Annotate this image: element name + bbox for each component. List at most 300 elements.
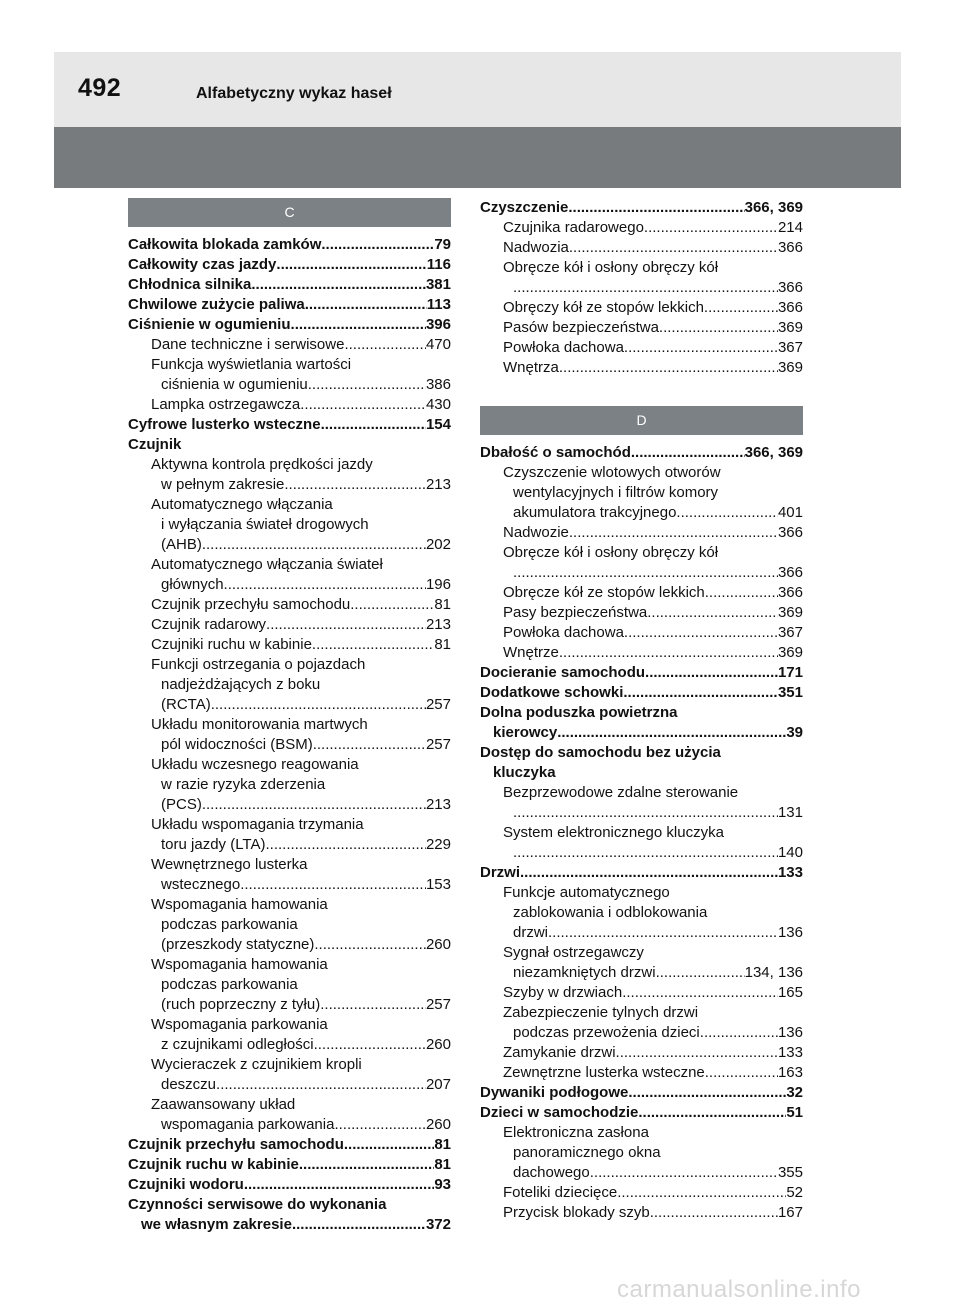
entry-label: (przeszkody statyczne)	[161, 936, 315, 953]
index-entry	[128, 1195, 451, 1235]
section-letter-d: D	[480, 406, 803, 435]
page-reference: 153	[425, 876, 451, 893]
index-entry	[480, 663, 803, 683]
page-reference: 167	[777, 1204, 803, 1221]
entry-text-line: System elektronicznego kluczyka	[503, 824, 724, 841]
entry-label: Powłoka dachowa	[503, 339, 624, 356]
entry-text-line: Układu monitorowania martwych	[151, 716, 368, 733]
index-entry	[128, 315, 451, 335]
entry-text-line: Dolna poduszka powietrzna	[480, 704, 678, 721]
index-entry	[480, 523, 803, 543]
page-reference: 207	[425, 1076, 451, 1093]
entry-page-line	[503, 583, 803, 603]
page-header	[54, 52, 901, 127]
entry-label: Dbałość o samochód	[480, 444, 631, 461]
leader-dots	[320, 995, 426, 1015]
page-reference: 213	[425, 616, 451, 633]
index-entry	[128, 1055, 451, 1095]
section-letter-c: C	[128, 198, 451, 227]
index-entry	[128, 455, 451, 495]
index-entry	[480, 983, 803, 1003]
index-entry	[480, 823, 803, 863]
entry-label: Całkowity czas jazdy	[128, 256, 277, 273]
page-reference: 366	[777, 299, 803, 316]
entry-page-line	[128, 1155, 451, 1175]
page-reference: 367	[777, 339, 803, 356]
page-reference: 260	[425, 1116, 451, 1133]
page-reference: 196	[425, 576, 451, 593]
entry-label: Cyfrowe lusterko wsteczne	[128, 416, 321, 433]
page-reference: 396	[425, 316, 451, 333]
index-entry	[128, 415, 451, 435]
entry-label: Foteliki dziecięce	[503, 1184, 618, 1201]
index-entry	[480, 783, 803, 823]
index-entry	[480, 863, 803, 883]
entry-label: Czujniki ruchu w kabinie	[151, 636, 312, 653]
entry-label: Czujnika radarowego	[503, 219, 644, 236]
entry-text-line: w razie ryzyka zderzenia	[161, 776, 326, 793]
page-reference: 136	[777, 1024, 803, 1041]
entry-page-line	[503, 298, 803, 318]
entry-text-line: podczas parkowania	[161, 976, 298, 993]
page-reference: 81	[434, 1156, 451, 1173]
entry-page-line	[480, 683, 803, 703]
page-reference: 113	[426, 296, 451, 313]
entry-page-line	[151, 595, 451, 615]
entry-text-line: Bezprzewodowe zdalne sterowanie	[503, 784, 739, 801]
leader-dots	[202, 535, 426, 555]
index-entry	[480, 298, 803, 318]
page-reference: 165	[777, 984, 803, 1001]
entry-text-line: Funkcji ostrzegania o pojazdach	[151, 656, 366, 673]
entry-page-line	[151, 695, 451, 715]
entry-label: z czujnikami odległości	[161, 1036, 314, 1053]
index-entry	[128, 755, 451, 815]
entry-page-line	[151, 375, 451, 395]
entry-label: wstecznego	[161, 876, 241, 893]
entry-page-line	[503, 1183, 803, 1203]
index-entry	[128, 615, 451, 635]
leader-dots	[700, 1023, 778, 1043]
leader-dots	[312, 635, 434, 655]
index-entry	[480, 1203, 803, 1223]
entry-label: Wnętrze	[503, 644, 559, 661]
page-reference: 213	[425, 796, 451, 813]
entry-label: ciśnienia w ogumieniu	[161, 376, 308, 393]
page-reference: 133	[777, 1044, 803, 1061]
entry-page-line	[151, 1075, 451, 1095]
page-reference: 367	[777, 624, 803, 641]
entry-text-line: Wspomagania parkowania	[151, 1016, 328, 1033]
index-entry	[128, 895, 451, 955]
leader-dots	[314, 1035, 426, 1055]
index-entry	[480, 1083, 803, 1103]
index-entry	[480, 883, 803, 943]
page-reference: 470	[425, 336, 451, 353]
page-reference: 366	[777, 564, 803, 581]
page-reference: 351	[777, 684, 803, 701]
leader-dots	[644, 218, 778, 238]
page-reference: 366, 369	[744, 199, 803, 216]
page-reference: 386	[425, 376, 451, 393]
page-reference: 260	[425, 936, 451, 953]
leader-dots	[513, 563, 778, 583]
page-number: 492	[78, 74, 122, 102]
entry-label: Obręczy kół ze stopów lekkich	[503, 299, 704, 316]
page-reference: 39	[786, 724, 803, 741]
entry-page-line	[480, 1103, 803, 1123]
entry-label: Czujnik radarowy	[151, 616, 267, 633]
leader-dots	[705, 583, 778, 603]
watermark: carmanualsonline.info	[617, 1276, 861, 1303]
index-entry	[480, 218, 803, 238]
page-reference: 369	[777, 359, 803, 376]
leader-dots	[266, 615, 426, 635]
entry-label: Lampka ostrzegawcza	[151, 396, 301, 413]
entry-page-line	[128, 315, 451, 335]
entry-page-line	[480, 723, 803, 743]
leader-dots	[656, 963, 745, 983]
leader-dots	[284, 475, 426, 495]
page-reference: 51	[786, 1104, 803, 1121]
entry-text-line: Zaawansowany układ	[151, 1096, 296, 1113]
leader-dots	[638, 1103, 786, 1123]
leader-dots	[704, 298, 778, 318]
entry-label: Dzieci w samochodzie	[480, 1104, 639, 1121]
page-reference: 355	[777, 1164, 803, 1181]
leader-dots	[251, 275, 426, 295]
entry-label: w pełnym zakresie	[161, 476, 285, 493]
entry-page-line	[503, 278, 803, 298]
entry-text-line: Obręcze kół i osłony obręczy kół	[503, 259, 719, 276]
entry-page-line	[151, 615, 451, 635]
page-reference: 366	[777, 279, 803, 296]
header-band	[54, 127, 901, 188]
page-reference: 171	[777, 664, 803, 681]
entry-page-line	[503, 218, 803, 238]
page-reference: 366	[777, 239, 803, 256]
entry-page-line	[503, 563, 803, 583]
entry-text-line: Wewnętrznego lusterka	[151, 856, 308, 873]
entry-page-line	[503, 643, 803, 663]
entry-label: Pasów bezpieczeństwa	[503, 319, 659, 336]
entry-text-line: Funkcje automatycznego	[503, 884, 670, 901]
entry-text-line: podczas parkowania	[161, 916, 298, 933]
entry-page-line	[151, 475, 451, 495]
index-entry	[480, 1043, 803, 1063]
entry-label: toru jazdy (LTA)	[161, 836, 266, 853]
index-entry	[480, 623, 803, 643]
leader-dots	[616, 1043, 778, 1063]
leader-dots	[617, 1183, 786, 1203]
index-entry	[128, 495, 451, 555]
page-reference: 133	[777, 864, 803, 881]
index-entry	[480, 603, 803, 623]
entry-text-line: Wycieraczek z czujnikiem kropli	[151, 1056, 362, 1073]
page-reference: 93	[434, 1176, 451, 1193]
page-reference: 81	[434, 636, 451, 653]
entry-page-line	[503, 843, 803, 863]
page-reference: 213	[425, 476, 451, 493]
index-entry	[128, 1095, 451, 1135]
leader-dots	[265, 835, 425, 855]
entry-page-line	[480, 1083, 803, 1103]
leader-dots	[622, 983, 778, 1003]
entry-text-line: Funkcja wyświetlania wartości	[151, 356, 352, 373]
entry-page-line	[503, 923, 803, 943]
page-reference: 163	[777, 1064, 803, 1081]
entry-label: Wnętrza	[503, 359, 559, 376]
entry-page-line	[128, 1215, 451, 1235]
entry-label: (AHB)	[161, 536, 202, 553]
entry-text-line: Aktywna kontrola prędkości jazdy	[151, 456, 373, 473]
entry-page-line	[503, 1163, 803, 1183]
entry-page-line	[128, 275, 451, 295]
entry-text-line: panoramicznego okna	[513, 1144, 661, 1161]
entry-text-line: Czyszczenie wlotowych otworów	[503, 464, 721, 481]
entry-page-line	[151, 995, 451, 1015]
index-entry	[480, 1103, 803, 1123]
entry-page-line	[480, 863, 803, 883]
index-entry	[128, 815, 451, 855]
leader-dots	[559, 643, 778, 663]
entry-page-line	[503, 238, 803, 258]
index-entry	[128, 255, 451, 275]
entry-label: Przycisk blokady szyb	[503, 1204, 650, 1221]
index-entry	[128, 295, 451, 315]
leader-dots	[202, 795, 426, 815]
entry-page-line	[128, 415, 451, 435]
leader-dots	[513, 803, 778, 823]
entry-text-line: Układu wspomagania trzymania	[151, 816, 364, 833]
entry-text-line: Czujnik	[128, 436, 182, 453]
entry-page-line	[151, 535, 451, 555]
leader-dots	[659, 318, 778, 338]
entry-label: Całkowita blokada zamków	[128, 236, 322, 253]
entry-text-line: Dostęp do samochodu bez użycia	[480, 744, 721, 761]
entry-page-line	[128, 1135, 451, 1155]
index-entry	[480, 258, 803, 298]
leader-dots	[568, 198, 744, 218]
index-entry	[480, 703, 803, 743]
leader-dots	[676, 503, 778, 523]
entry-page-line	[128, 255, 451, 275]
index-entry	[480, 198, 803, 218]
page-reference: 260	[425, 1036, 451, 1053]
entry-page-line	[503, 358, 803, 378]
page-reference: 81	[434, 596, 451, 613]
entry-page-line	[503, 803, 803, 823]
page-reference: 32	[786, 1084, 803, 1101]
page-reference: 257	[425, 696, 451, 713]
leader-dots	[557, 723, 786, 743]
leader-dots	[292, 1215, 426, 1235]
entry-text-line: Automatycznego włączania świateł	[151, 556, 383, 573]
entry-page-line	[151, 795, 451, 815]
entry-text-line: nadjeżdżających z boku	[161, 676, 321, 693]
index-entry	[128, 275, 451, 295]
entry-label: deszczu	[161, 1076, 217, 1093]
entry-page-line	[503, 603, 803, 623]
index-entries	[480, 443, 803, 1223]
entry-label: (RCTA)	[161, 696, 211, 713]
entry-text-line: Czynności serwisowe do wykonania	[128, 1196, 387, 1213]
entry-label: (ruch poprzeczny z tyłu)	[161, 996, 321, 1013]
index-entry	[480, 338, 803, 358]
page-reference: 257	[425, 996, 451, 1013]
entry-label: wspomagania parkowania	[161, 1116, 335, 1133]
entry-label: pól widoczności (BSM)	[161, 736, 313, 753]
index-entry	[480, 1123, 803, 1183]
page-reference: 369	[777, 644, 803, 661]
page-reference: 381	[425, 276, 451, 293]
entry-page-line	[503, 1063, 803, 1083]
leader-dots	[548, 923, 778, 943]
index-entry	[480, 463, 803, 523]
page-reference: 116	[426, 256, 451, 273]
entry-page-line	[503, 963, 803, 983]
index-entry	[480, 943, 803, 983]
section-gap	[480, 378, 803, 406]
index-entry	[128, 555, 451, 595]
page-reference: 366	[777, 584, 803, 601]
page-reference: 131	[777, 804, 803, 821]
entry-page-line	[128, 1175, 451, 1195]
entry-label: Drzwi	[480, 864, 521, 881]
index-entry	[128, 435, 451, 455]
leader-dots	[240, 875, 426, 895]
entry-text-line: i wyłączania świateł drogowych	[161, 516, 369, 533]
index-entry	[128, 1135, 451, 1155]
leader-dots	[300, 395, 426, 415]
entry-label: Zamykanie drzwi	[503, 1044, 616, 1061]
leader-dots	[624, 623, 778, 643]
leader-dots	[513, 843, 778, 863]
entry-page-line	[503, 1023, 803, 1043]
entry-page-line	[151, 1035, 451, 1055]
entry-label: Nadwozia	[503, 239, 569, 256]
entry-label: Dane techniczne i serwisowe	[151, 336, 345, 353]
entry-text-line: zablokowania i odblokowania	[513, 904, 708, 921]
leader-dots	[321, 415, 426, 435]
page-reference: 202	[425, 536, 451, 553]
entry-label: Czujnik przechyłu samochodu	[151, 596, 351, 613]
leader-dots	[647, 603, 778, 623]
index-entry	[480, 583, 803, 603]
leader-dots	[631, 443, 745, 463]
page-reference: 366, 369	[744, 444, 803, 461]
entry-label: Szyby w drzwiach	[503, 984, 623, 1001]
index-entry	[128, 395, 451, 415]
entry-text-line: Wspomagania hamowania	[151, 956, 328, 973]
page-reference: 430	[425, 396, 451, 413]
index-entry	[128, 1155, 451, 1175]
leader-dots	[645, 663, 778, 683]
entry-page-line	[480, 443, 803, 463]
index-column-right	[480, 198, 803, 1223]
entry-page-line	[503, 523, 803, 543]
entry-label: Docieranie samochodu	[480, 664, 646, 681]
leader-dots	[628, 1083, 786, 1103]
entry-label: akumulatora trakcyjnego	[513, 504, 677, 521]
entry-label: niezamkniętych drzwi	[513, 964, 656, 981]
page-reference: 154	[425, 416, 451, 433]
entry-page-line	[151, 1115, 451, 1135]
page-reference: 366	[777, 524, 803, 541]
index-entry	[128, 1015, 451, 1055]
leader-dots	[305, 295, 427, 315]
leader-dots	[624, 338, 778, 358]
entry-page-line	[151, 875, 451, 895]
index-entry	[128, 1175, 451, 1195]
page-reference: 81	[434, 1136, 451, 1153]
index-entry	[128, 335, 451, 355]
entry-label: dachowego	[513, 1164, 590, 1181]
leader-dots	[569, 523, 778, 543]
page-reference: 229	[425, 836, 451, 853]
page-reference: 140	[777, 844, 803, 861]
entry-page-line	[503, 503, 803, 523]
index-entry	[480, 1063, 803, 1083]
page-reference: 79	[434, 236, 451, 253]
entry-label: we własnym zakresie	[141, 1216, 292, 1233]
leader-dots	[314, 935, 426, 955]
entry-text-line: wentylacyjnych i filtrów komory	[513, 484, 719, 501]
entry-page-line	[503, 318, 803, 338]
index-entry	[128, 355, 451, 395]
entry-label: Czujniki wodoru	[128, 1176, 244, 1193]
entry-label: Czujnik ruchu w kabinie	[128, 1156, 299, 1173]
leader-dots	[308, 375, 426, 395]
page-reference: 52	[786, 1184, 803, 1201]
entry-page-line	[503, 1203, 803, 1223]
leader-dots	[623, 683, 778, 703]
leader-dots	[334, 1115, 426, 1135]
index-entry	[128, 655, 451, 715]
leader-dots	[299, 1155, 434, 1175]
leader-dots	[313, 735, 426, 755]
page-reference: 214	[777, 219, 803, 236]
leader-dots	[244, 1175, 434, 1195]
entry-page-line	[151, 335, 451, 355]
index-entry	[128, 235, 451, 255]
index-entry	[480, 318, 803, 338]
index-entry	[128, 635, 451, 655]
entry-label: kierowcy	[493, 724, 558, 741]
entry-page-line	[503, 338, 803, 358]
index-entry	[480, 443, 803, 463]
entry-text-line: Zabezpieczenie tylnych drzwi	[503, 1004, 699, 1021]
index-entry	[480, 1003, 803, 1043]
entry-page-line	[503, 1043, 803, 1063]
index-entry	[480, 743, 803, 783]
leader-dots	[216, 1075, 426, 1095]
entry-label: Chwilowe zużycie paliwa	[128, 296, 305, 313]
leader-dots	[276, 255, 426, 275]
index-entry	[128, 715, 451, 755]
entry-label: Czyszczenie	[480, 199, 569, 216]
entry-page-line	[151, 635, 451, 655]
entry-page-line	[128, 235, 451, 255]
leader-dots	[350, 595, 434, 615]
leader-dots	[224, 575, 426, 595]
entry-label: (PCS)	[161, 796, 202, 813]
page-reference: 369	[777, 604, 803, 621]
index-entry	[480, 1183, 803, 1203]
leader-dots	[559, 358, 778, 378]
index-entry	[480, 358, 803, 378]
entry-page-line	[151, 935, 451, 955]
